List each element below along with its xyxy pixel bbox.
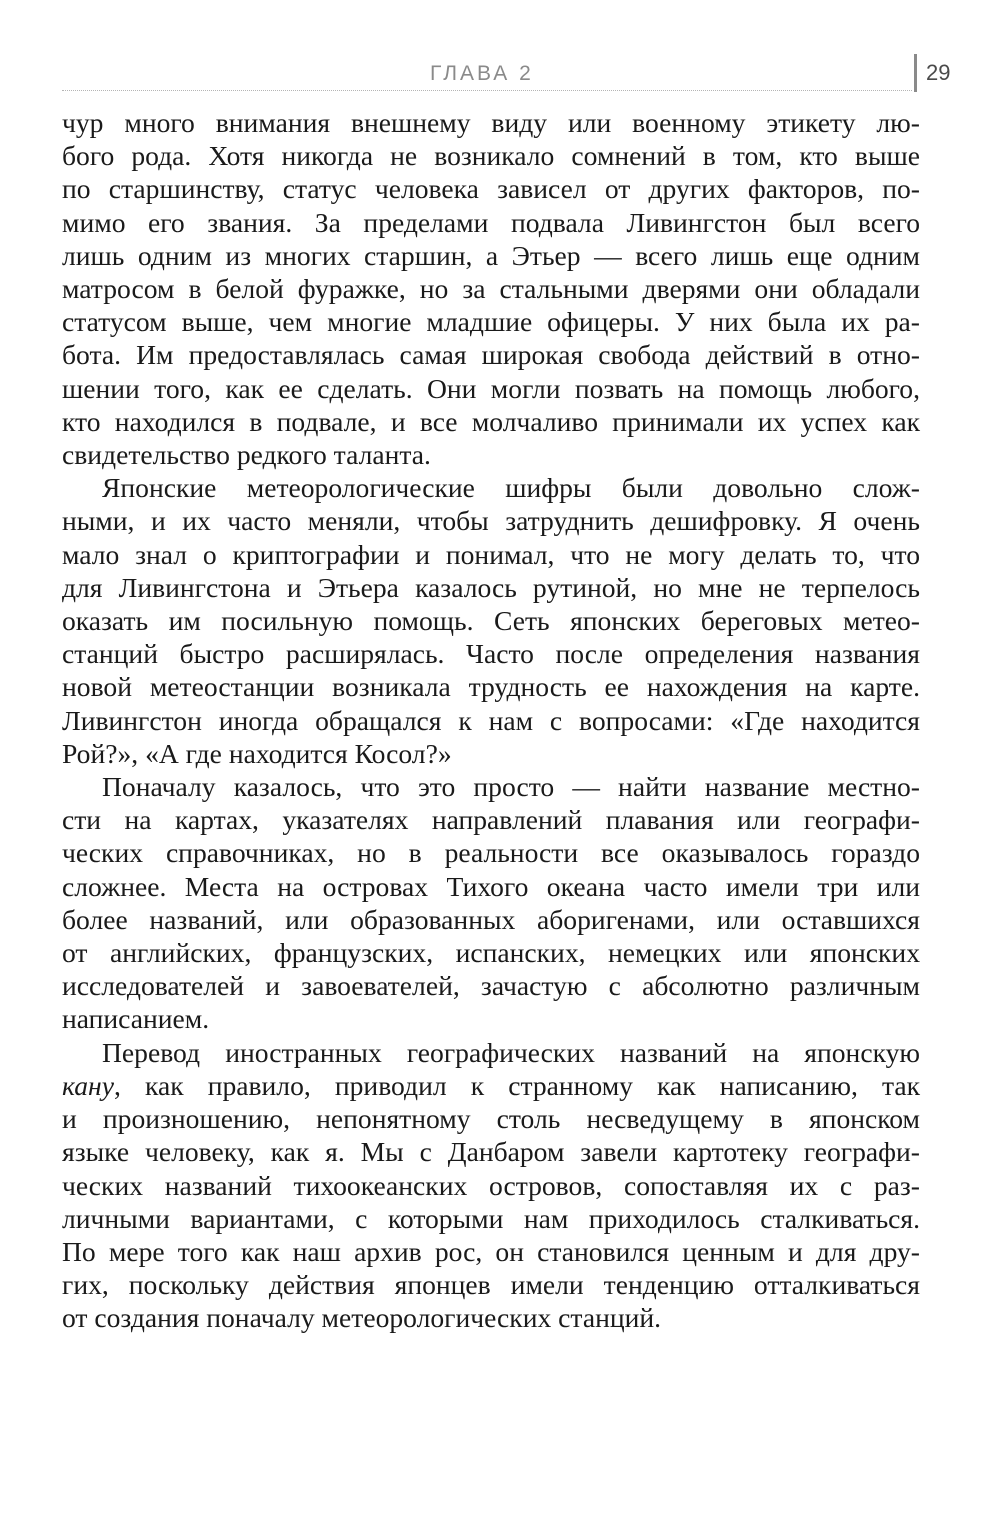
text-line: Рой?», «А где находится Косол?» bbox=[62, 737, 452, 769]
text-line bbox=[62, 1069, 920, 1102]
text-line: бота. Им предоставлялась самая широкая свобода действий в отно- bbox=[62, 339, 920, 371]
text-line: оказать им посильную помощь. Сеть японских береговых метео- bbox=[62, 605, 920, 637]
text-line: Поначалу казалось, что это просто — найти название местно- bbox=[102, 771, 920, 803]
text-line: ческих названий тихоокеанских островов, сопоставляя их с раз- bbox=[62, 1169, 920, 1201]
text-line: мало знал о криптографии и понимал, что не могу делать то, что bbox=[62, 538, 920, 570]
text-line: гих, поскольку действия японцев имели тенденцию отталкиваться bbox=[62, 1269, 920, 1301]
body-text bbox=[62, 106, 920, 1335]
text-line: свидетельство редкого таланта. bbox=[62, 439, 431, 471]
page-number: 29 bbox=[926, 60, 951, 85]
text-line: матросом в белой фуражке, но за стальными дверями они обладали bbox=[62, 273, 920, 305]
text-line: чур много внимания внешнему виду или военному этикету лю- bbox=[62, 107, 920, 138]
text-line: от создания поначалу метеорологических станций. bbox=[62, 1302, 662, 1334]
text-line: статусом выше, чем многие младшие офицеры. У них была их ра- bbox=[62, 306, 920, 338]
text-line: личными вариантами, с которыми нам приходилось сталкиваться. bbox=[62, 1202, 920, 1234]
paragraph-1 bbox=[62, 106, 920, 471]
chapter-title: ГЛАВА 2 bbox=[430, 62, 534, 85]
paragraph-3 bbox=[62, 770, 920, 1036]
paragraph-4 bbox=[62, 1036, 920, 1335]
text-line: станций быстро расширялась. Часто после определения названия bbox=[62, 638, 920, 670]
text-line: и произношению, непонятному столь несведущему в японском bbox=[62, 1103, 920, 1135]
text-line: По мере того как наш архив рос, он становился ценным и для дру- bbox=[62, 1235, 920, 1267]
text-line: написанием. bbox=[62, 1003, 210, 1035]
text-line: по старшинству, статус человека зависел от других факторов, по- bbox=[62, 173, 920, 205]
text-line: бого рода. Хотя никогда не возникало сомнений в том, кто выше bbox=[62, 140, 920, 172]
text-line: лишь одним из многих старшин, а Этьер — всего лишь еще одним bbox=[62, 239, 920, 271]
text-line: ными, и их часто меняли, чтобы затруднить дешифровку. Я очень bbox=[62, 505, 920, 537]
paragraph-2 bbox=[62, 471, 920, 770]
text-line: мимо его звания. За пределами подвала Ливингстон был всего bbox=[62, 206, 920, 238]
text-line: от английских, французских, испанских, немецких или японских bbox=[62, 937, 920, 969]
text-line: ческих справочниках, но в реальности все оказывалось гораздо bbox=[62, 837, 920, 869]
text-line: Ливингстон иногда обращался к нам с вопросами: «Где находится bbox=[62, 704, 920, 736]
text-line: сти на картах, указателях направлений плавания или географи- bbox=[62, 804, 920, 836]
text-line: сложнее. Места на островах Тихого океана часто имели три или bbox=[62, 870, 920, 902]
text-fragment: , как правило, приводил к странному как написанию, так bbox=[113, 1069, 920, 1101]
header-rule bbox=[62, 90, 912, 91]
header-divider-bar bbox=[914, 54, 917, 92]
text-line: Японские метеорологические шифры были довольно слож- bbox=[102, 472, 920, 504]
text-line: языке человеку, как я. Мы с Данбаром завели картотеку географи- bbox=[62, 1136, 920, 1168]
text-line: новой метеостанции возникала трудность ее нахождения на карте. bbox=[62, 671, 920, 703]
text-line: Перевод иностранных географических названий на японскую bbox=[102, 1036, 920, 1068]
text-line: исследователей и завоевателей, зачастую с абсолютно различным bbox=[62, 970, 920, 1002]
text-line: более названий, или образованных аборигенами, или оставшихся bbox=[62, 903, 920, 935]
running-header bbox=[62, 52, 951, 94]
text-line: для Ливингстона и Этьера казалось рутиной, но мне не терпелось bbox=[62, 571, 920, 603]
italic-term: кану bbox=[62, 1069, 114, 1101]
text-line: кто находился в подвале, и все молчаливо принимали их успех как bbox=[62, 405, 920, 437]
text-line: шении того, как ее сделать. Они могли позвать на помощь любого, bbox=[62, 372, 920, 404]
